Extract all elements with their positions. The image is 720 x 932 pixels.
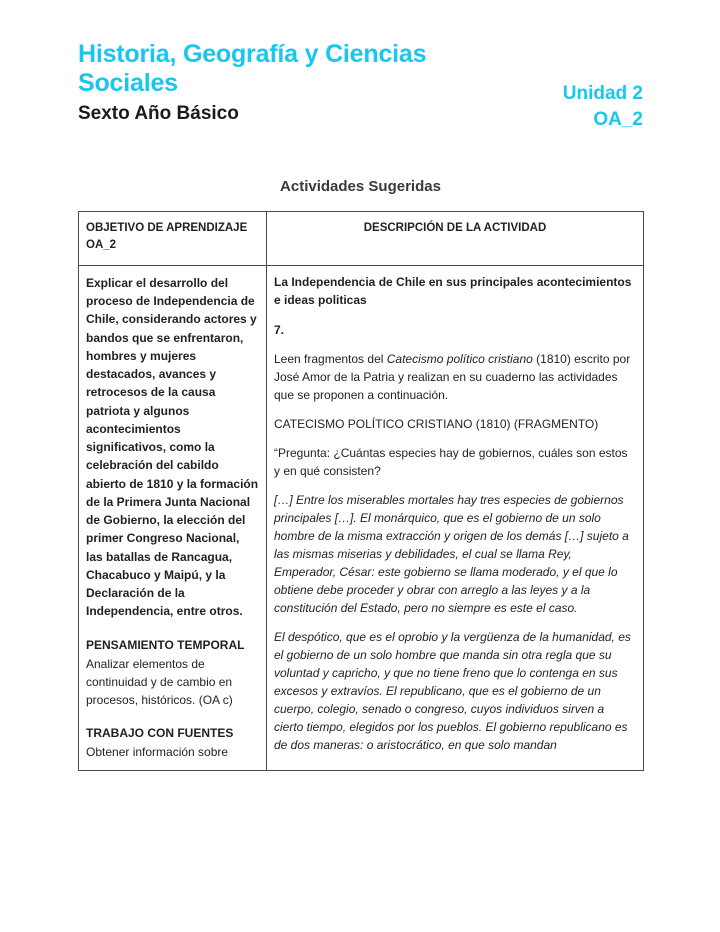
description-cell: [267, 266, 644, 771]
source-quote-paragraph-2: El despótico, que es el oprobio y la vergüenza de la humanidad, es el gobierno de un solo hombre que manda sin otra regla que su voluntad y capricho, y que no tiene freno que lo contenga en sus excesos y extravíos. El republicano, que es el gobierno de un cuerpo, colegio, senado o congreso, cuyos individuos sirven a cierto tiempo, elegidos por los pueblos. El gobierno republicano es de dos maneras: o aristocrático, en que solo mandan: [274, 629, 631, 752]
subject-title: Historia, Geografía y Ciencias Sociales: [78, 40, 427, 98]
section-title: Actividades Sugeridas: [280, 178, 441, 195]
activity-heading: La Independencia de Chile en sus principales acontecimientos e ideas politicas: [274, 275, 632, 307]
source-document-title: CATECISMO POLÍTICO CRISTIANO (1810) (FRAGMENTO): [274, 416, 599, 431]
source-question: “Pregunta: ¿Cuántas especies hay de gobiernos, cuáles son estos y en qué consisten?: [274, 445, 628, 478]
skill-name-label: PENSAMIENTO TEMPORAL: [86, 638, 245, 653]
source-quote-paragraph-1: […] Entre los miserables mortales hay tres especies de gobiernos principales […]. El monárquico, que es el gobierno de un solo hombre de la misma extracción y origen de los demás […] sujeto a las mismas miserias y debilidades, el cual se llama Rey, Emperador, César: este gobierno se llama moderado, y el que lo obtiene debe proceder y obrar con arreglo a las leyes y a la constitución del Estado, pero no siempre es este el caso.: [274, 492, 629, 615]
activity-number: 7.: [274, 322, 285, 337]
header-left-block: [78, 40, 498, 125]
skill-name-label: TRABAJO CON FUENTES: [86, 726, 234, 741]
instruction-text-part1: Leen fragmentos del: [274, 351, 387, 366]
activity-instructions: [274, 350, 636, 404]
grade-level-title: Sexto Año Básico: [78, 102, 239, 124]
source-title-italic: Catecismo político cristiano: [386, 351, 533, 366]
column-header-description: DESCRIPCIÓN DE LA ACTIVIDAD: [267, 212, 644, 266]
table-header-row: [79, 212, 644, 266]
oa-code-label: OA_2: [593, 108, 643, 130]
objective-main-text: Explicar el desarrollo del proceso de Independencia de Chile, considerando actores y bandos que se enfrentaron, hombres y mujeres destacados, avances y retrocesos de la causa patriota y algunos acontecimientos significativos, como la celebración del cabildo abierto de 1810 y la formación de la Primera Junta Nacional de Gobierno, la elección del primer Congreso Nacional, las batallas de Rancagua, Chacabuco y Maipú, y la Declaración de la Independencia, entre otros.: [86, 276, 259, 619]
unit-label: Unidad 2: [562, 83, 643, 104]
objective-cell: [79, 266, 267, 771]
header-right-block: [563, 40, 643, 132]
document-header: [78, 40, 643, 132]
skill-pensamiento-temporal: [86, 636, 259, 709]
skill-description-text: Obtener información sobre: [86, 744, 229, 759]
activities-table: [78, 211, 644, 771]
instruction-text-part2: (1810) escrito por José Amor de la Patria y realizan en su cuaderno las actividades que se proponen a continuación.: [274, 351, 631, 402]
skill-trabajo-con-fuentes: [86, 724, 259, 760]
column-header-objective: OBJETIVO DE APRENDIZAJE OA_2: [79, 212, 267, 266]
table-row: [79, 266, 644, 771]
skill-description-text: Analizar elementos de continuidad y de cambio en procesos, históricos. (OA c): [86, 656, 233, 708]
